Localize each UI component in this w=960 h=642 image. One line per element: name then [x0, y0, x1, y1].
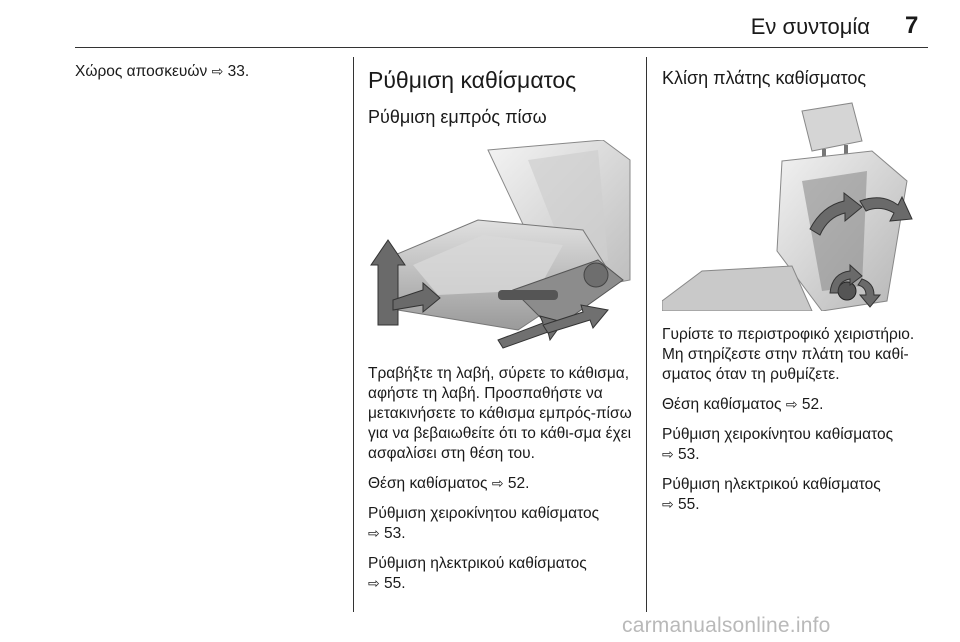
reference-arrow-icon: ⇨ — [491, 476, 504, 492]
ref-seat-position — [368, 474, 638, 494]
ref-seat-position — [662, 395, 932, 415]
ref-page-link[interactable]: 55. — [678, 496, 700, 513]
watermark: carmanualsonline.info — [622, 614, 831, 637]
ref-page-link[interactable]: 53. — [678, 446, 700, 463]
ref-page-link[interactable]: 55. — [384, 575, 406, 592]
reference-arrow-icon: ⇨ — [368, 576, 380, 592]
ref-label: Ρύθμιση ηλεκτρικού καθίσματος — [368, 555, 587, 572]
subsection-title: Ρύθμιση εμπρός πίσω — [368, 107, 547, 127]
reference-arrow-icon: ⇨ — [662, 497, 674, 513]
ref-label: Ρύθμιση χειροκίνητου καθίσματος — [662, 426, 894, 443]
ref-page-link[interactable]: 52. — [801, 396, 824, 413]
column-divider-2 — [646, 57, 647, 612]
column-1 — [75, 62, 345, 92]
slide-instructions: Τραβήξτε τη λαβή, σύρετε το κάθισμα, αφήστε τη λαβή. Προσπαθήστε να μετακινήσετε το κάθισμα εμπρός-πίσω για να βεβαιωθείτε ότι το κάθι-σμα έχει ασφαλίσει στη θέση του. — [368, 365, 632, 462]
ref-page-link[interactable]: 52. — [507, 475, 530, 492]
ref-label: Χώρος αποσκευών — [75, 63, 208, 80]
ref-electric-seat — [368, 554, 638, 594]
luggage-reference — [75, 62, 345, 82]
ref-label: Θέση καθίσματος — [662, 396, 782, 413]
page-number: 7 — [905, 12, 919, 39]
ref-electric-seat — [662, 475, 932, 515]
column-2 — [368, 62, 638, 604]
header-divider — [75, 47, 928, 48]
ref-manual-seat — [662, 425, 932, 465]
reference-arrow-icon: ⇨ — [368, 526, 380, 542]
recline-instructions: Γυρίστε το περιστροφικό χειριστήριο. Μη στηρίζεστε στην πλάτη του καθί-σματος όταν τη ρυθμίζετε. — [662, 326, 915, 383]
reference-arrow-icon: ⇨ — [211, 64, 224, 80]
subsection-title: Κλίση πλάτης καθίσματος — [662, 68, 867, 88]
section-title: Ρύθμιση καθίσματος — [368, 67, 577, 93]
seat-slide-illustration — [368, 140, 632, 350]
ref-page-link[interactable]: 33. — [227, 63, 250, 80]
ref-label: Ρύθμιση ηλεκτρικού καθίσματος — [662, 476, 881, 493]
running-header-title: Εν συντομία — [750, 14, 870, 39]
reference-arrow-icon: ⇨ — [662, 447, 674, 463]
ref-label: Ρύθμιση χειροκίνητου καθίσματος — [368, 505, 600, 522]
ref-page-link[interactable]: 53. — [384, 525, 406, 542]
column-divider-1 — [353, 57, 354, 612]
backrest-recline-illustration — [662, 101, 926, 311]
ref-label: Θέση καθίσματος — [368, 475, 488, 492]
column-3 — [662, 62, 932, 525]
ref-manual-seat — [368, 504, 638, 544]
reference-arrow-icon: ⇨ — [785, 397, 798, 413]
